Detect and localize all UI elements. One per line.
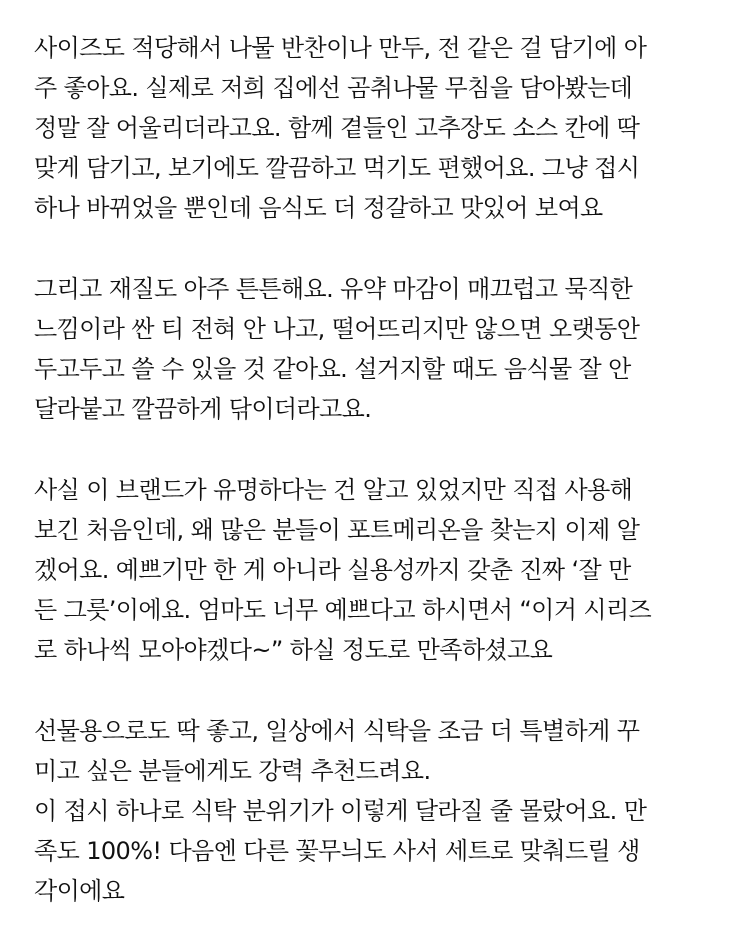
text-line: 느낌이라 싼 티 전혀 안 나고, 떨어뜨리지만 않으면 오랫동안 xyxy=(34,315,640,343)
text-line: 겠어요. 예쁘기만 한 게 아니라 실용성까지 갖춘 진짜 ‘잘 만 xyxy=(34,556,631,584)
text-line: 선물용으로도 딱 좋고, 일상에서 식탁을 조금 더 특별하게 꾸 xyxy=(34,717,640,745)
paragraph-brand xyxy=(34,470,724,670)
text-line: 두고두고 쓸 수 있을 것 같아요. 설거지할 때도 음식물 잘 안 xyxy=(34,355,631,383)
text-line: 달라붙고 깔끔하게 닦이더라고요. xyxy=(34,395,372,423)
text-line: 이 접시 하나로 식탁 분위기가 이렇게 달라질 줄 몰랐어요. 만 xyxy=(34,797,647,825)
text-line: 각이에요 xyxy=(34,877,125,905)
text-line: 하나 바뀌었을 뿐인데 음식도 더 정갈하고 맛있어 보여요 xyxy=(34,194,603,222)
paragraph-material xyxy=(34,269,724,429)
text-line: 사실 이 브랜드가 유명하다는 건 알고 있었지만 직접 사용해 xyxy=(34,476,633,504)
text-line: 족도 100%! 다음엔 다른 꽃무늬도 사서 세트로 맞춰드릴 생 xyxy=(34,837,640,865)
text-line: 그리고 재질도 아주 튼튼해요. 유약 마감이 매끄럽고 묵직한 xyxy=(34,275,633,303)
text-line: 정말 잘 어울리더라고요. 함께 곁들인 고추장도 소스 칸에 딱 xyxy=(34,114,640,142)
text-line: 사이즈도 적당해서 나물 반찬이나 만두, 전 같은 걸 담기에 아 xyxy=(34,34,647,62)
paragraph-size-usage xyxy=(34,28,724,228)
text-line: 로 하나씩 모아야겠다~” 하실 정도로 만족하셨고요 xyxy=(34,636,553,664)
paragraph-recommendation xyxy=(34,711,724,911)
text-line: 주 좋아요. 실제로 저희 집에선 곰취나물 무침을 담아봤는데 xyxy=(34,74,633,102)
text-line: 미고 싶은 분들에게도 강력 추천드려요. xyxy=(34,757,431,785)
text-line: 든 그릇’이에요. 엄마도 너무 예쁘다고 하시면서 “이거 시리즈 xyxy=(34,596,652,624)
text-line: 보긴 처음인데, 왜 많은 분들이 포트메리온을 찾는지 이제 알 xyxy=(34,516,640,544)
review-text xyxy=(34,28,724,911)
text-line: 맞게 담기고, 보기에도 깔끔하고 먹기도 편했어요. 그냥 접시 xyxy=(34,154,640,182)
